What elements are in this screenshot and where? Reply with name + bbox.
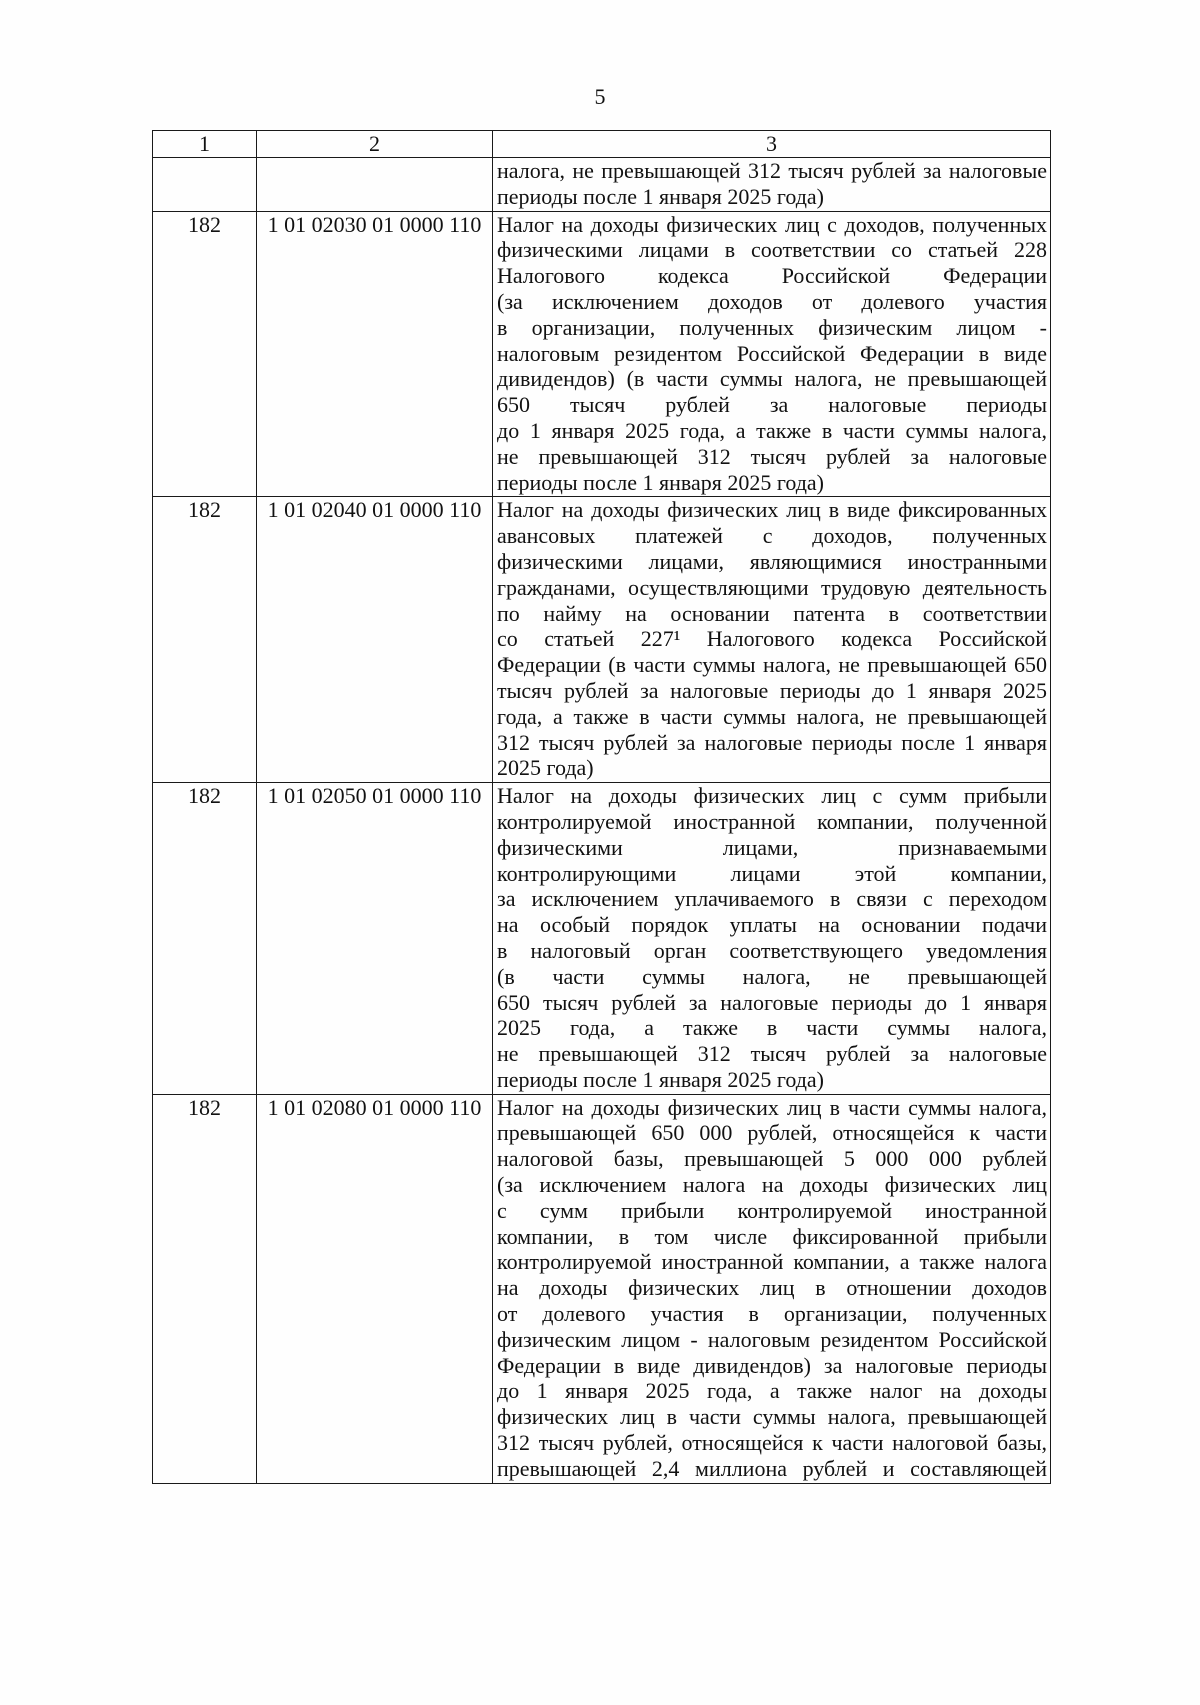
description-line: до 1 января 2025 года, а также налог на доходы <box>497 1378 1047 1404</box>
description-line: физическими лицами в соответствии со статьей 228 <box>497 237 1047 263</box>
description-line: налоговым резидентом Российской Федерации в виде <box>497 340 1047 366</box>
table-body <box>153 158 1051 1484</box>
description-line: дивидендов) (в части суммы налога, не превышающей <box>497 366 1047 392</box>
budget-classification-code-cell: 1 01 02080 01 0000 110 <box>257 1094 493 1483</box>
description-line: налога, не превышающей 312 тысяч рублей за налоговые <box>497 158 1047 183</box>
description-line: Налог на доходы физических лиц с сумм прибыли <box>497 783 1047 809</box>
description-line: компании, в том числе фиксированной прибыли <box>497 1223 1047 1249</box>
description-line: тысяч рублей за налоговые периоды до 1 января 2025 <box>497 677 1047 703</box>
description-line: превышающей 650 000 рублей, относящейся к части <box>497 1120 1047 1146</box>
description-line: по найму на основании патента в соответствии <box>497 600 1047 626</box>
description-line: Федерации (в части суммы налога, не превышающей 650 <box>497 652 1047 678</box>
description-line: не превышающей 312 тысяч рублей за налоговые <box>497 443 1047 469</box>
description-line: (в части суммы налога, не превышающей <box>497 963 1047 989</box>
budget-classification-code-cell: 1 01 02030 01 0000 110 <box>257 211 493 497</box>
description-line: физическим лицом - налоговым резидентом Российской <box>497 1326 1047 1352</box>
page-number: 5 <box>594 84 606 109</box>
table-header-row <box>153 131 1051 158</box>
description-line: 650 тысяч рублей за налоговые периоды до 1 января <box>497 989 1047 1015</box>
table-row <box>153 1094 1051 1483</box>
budget-classification-code-cell: 1 01 02040 01 0000 110 <box>257 497 493 783</box>
description-line: периоды после 1 января 2025 года) <box>497 469 824 495</box>
description-line: 2025 года, а также в части суммы налога, <box>497 1015 1047 1041</box>
description-line: на доходы физических лиц в отношении доходов <box>497 1275 1047 1301</box>
admin-code-cell <box>153 158 257 212</box>
column-header-1: 1 <box>153 131 257 158</box>
column-header-3: 3 <box>493 131 1051 158</box>
description-cell <box>493 211 1051 497</box>
description-line: контролируемой иностранной компании, а также налога <box>497 1249 1047 1275</box>
column-header-2: 2 <box>257 131 493 158</box>
admin-code-cell: 182 <box>153 497 257 783</box>
description-line: Налогового кодекса Российской Федерации <box>497 263 1047 289</box>
description-line: в налоговый орган соответствующего уведомления <box>497 937 1047 963</box>
description-line: не превышающей 312 тысяч рублей за налоговые <box>497 1041 1047 1067</box>
description-line: Налог на доходы физических лиц в виде фиксированных <box>497 497 1047 523</box>
description-line: физическими лицами, признаваемыми <box>497 834 1047 860</box>
table-row <box>153 158 1051 212</box>
description-line: контролируемой иностранной компании, полученной <box>497 808 1047 834</box>
description-line: гражданами, осуществляющими трудовую деятельность <box>497 574 1047 600</box>
budget-classification-code-cell <box>257 158 493 212</box>
description-cell <box>493 158 1051 212</box>
description-line: контролирующими лицами этой компании, <box>497 860 1047 886</box>
description-line: Налог на доходы физических лиц в части суммы налога, <box>497 1094 1047 1120</box>
description-line: со статьей 227¹ Налогового кодекса Российской <box>497 626 1047 652</box>
description-line: периоды после 1 января 2025 года) <box>497 1066 824 1092</box>
description-line: (за исключением доходов от долевого участия <box>497 288 1047 314</box>
description-line: физическими лицами, являющимися иностранными <box>497 548 1047 574</box>
admin-code-cell: 182 <box>153 1094 257 1483</box>
description-line: физических лиц в части суммы налога, превышающей <box>497 1404 1047 1430</box>
description-line: Федерации в виде дивидендов) за налоговые периоды <box>497 1352 1047 1378</box>
description-line: года, а также в части суммы налога, не превышающей <box>497 703 1047 729</box>
description-line: (за исключением налога на доходы физических лиц <box>497 1172 1047 1198</box>
budget-codes-table <box>152 130 1051 1484</box>
description-line: за исключением уплачиваемого в связи с переходом <box>497 886 1047 912</box>
description-line: 650 тысяч рублей за налоговые периоды <box>497 392 1047 418</box>
admin-code-cell: 182 <box>153 211 257 497</box>
description-line: Налог на доходы физических лиц с доходов, полученных <box>497 211 1047 237</box>
description-line: до 1 января 2025 года, а также в части суммы налога, <box>497 417 1047 443</box>
description-line: от долевого участия в организации, полученных <box>497 1301 1047 1327</box>
table-row <box>153 497 1051 783</box>
description-line: 312 тысяч рублей за налоговые периоды после 1 января <box>497 729 1047 755</box>
description-line: с сумм прибыли контролируемой иностранной <box>497 1197 1047 1223</box>
table-row <box>153 211 1051 497</box>
admin-code-cell: 182 <box>153 783 257 1095</box>
table-row <box>153 783 1051 1095</box>
description-line: 2025 года) <box>497 755 594 781</box>
description-cell <box>493 1094 1051 1483</box>
description-line: налоговой базы, превышающей 5 000 000 рублей <box>497 1146 1047 1172</box>
description-line: авансовых платежей с доходов, полученных <box>497 523 1047 549</box>
description-line: на особый порядок уплаты на основании подачи <box>497 912 1047 938</box>
description-line: 312 тысяч рублей, относящейся к части налоговой базы, <box>497 1430 1047 1456</box>
budget-classification-code-cell: 1 01 02050 01 0000 110 <box>257 783 493 1095</box>
description-line: превышающей 2,4 миллиона рублей и составляющей <box>497 1455 1047 1481</box>
description-cell <box>493 497 1051 783</box>
description-line: периоды после 1 января 2025 года) <box>497 183 824 209</box>
description-cell <box>493 783 1051 1095</box>
description-line: в организации, полученных физическим лицом - <box>497 314 1047 340</box>
